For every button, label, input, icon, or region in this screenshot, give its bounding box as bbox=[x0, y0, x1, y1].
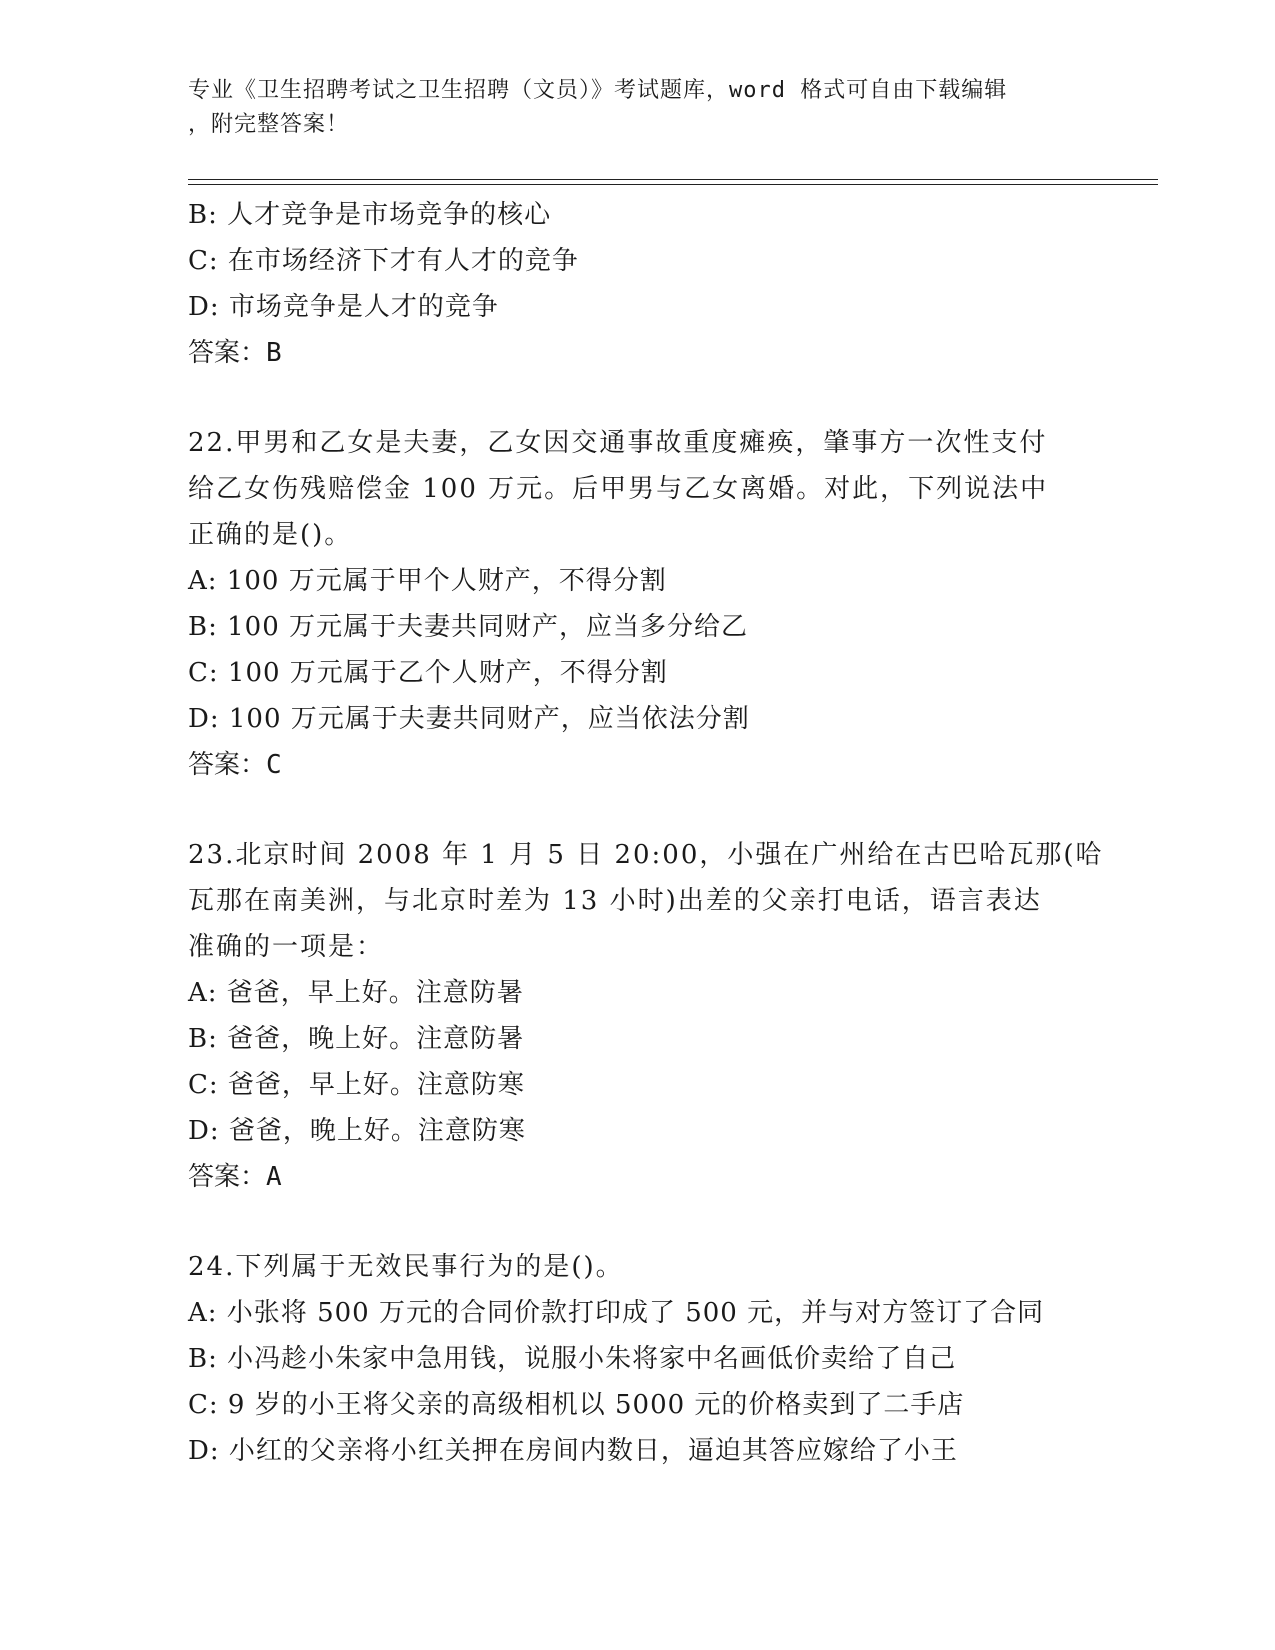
option-a: A: 爸爸，早上好。注意防暑 bbox=[188, 978, 524, 1008]
answer-value: B bbox=[266, 338, 282, 368]
header-line-2: ，附完整答案！ bbox=[188, 112, 350, 137]
question-text bbox=[188, 1244, 1088, 1290]
question-text-line: 24.下列属于无效民事行为的是()。 bbox=[188, 1252, 624, 1282]
option-b: B: 爸爸，晚上好。注意防暑 bbox=[188, 1024, 525, 1054]
option-a: A: 小张将 500 万元的合同价款打印成了 500 元，并与对方签订了合同 bbox=[188, 1298, 1045, 1328]
answer bbox=[188, 742, 1088, 788]
question-text-line: 给乙女伤残赔偿金 100 万元。后甲男与乙女离婚。对此，下列说法中 bbox=[188, 474, 1049, 504]
option-c: C: 100 万元属于乙个人财产，不得分割 bbox=[188, 658, 668, 688]
answer bbox=[188, 330, 1088, 376]
option-c: C: 9 岁的小王将父亲的高级相机以 5000 元的价格卖到了二手店 bbox=[188, 1390, 965, 1420]
document-header bbox=[188, 74, 1078, 142]
answer-value: A bbox=[266, 1162, 282, 1192]
option-b: B: 100 万元属于夫妻共同财产，应当多分给乙 bbox=[188, 612, 749, 642]
question-text bbox=[188, 832, 1104, 970]
option-b: B: 人才竞争是市场竞争的核心 bbox=[188, 200, 552, 230]
option-d: D: 小红的父亲将小红关押在房间内数日，逼迫其答应嫁给了小王 bbox=[188, 1436, 958, 1466]
question-list bbox=[188, 192, 1104, 1474]
question-24 bbox=[188, 1244, 1088, 1474]
question-23 bbox=[188, 832, 1104, 1200]
question-text-line: 23.北京时间 2008 年 1 月 5 日 20:00，小强在广州给在古巴哈瓦那(哈 bbox=[188, 840, 1104, 870]
option-d: D: 爸爸，晚上好。注意防寒 bbox=[188, 1116, 526, 1146]
header-divider-bottom bbox=[188, 184, 1158, 185]
answer bbox=[188, 1154, 1088, 1200]
question-21 bbox=[188, 192, 1088, 376]
question-text-line: 正确的是()。 bbox=[188, 520, 353, 550]
question-text bbox=[188, 420, 1088, 558]
question-text-line: 22.甲男和乙女是夫妻，乙女因交通事故重度瘫痪，肇事方一次性支付 bbox=[188, 428, 1048, 458]
answer-value: C bbox=[266, 750, 282, 780]
option-c: C: 爸爸，早上好。注意防寒 bbox=[188, 1070, 525, 1100]
answer-label: 答案： bbox=[188, 338, 267, 368]
option-b: B: 小冯趁小朱家中急用钱，说服小朱将家中名画低价卖给了自己 bbox=[188, 1344, 957, 1374]
header-divider-top bbox=[188, 179, 1158, 180]
option-c: C: 在市场经济下才有人才的竞争 bbox=[188, 246, 579, 276]
question-text-line: 瓦那在南美洲，与北京时差为 13 小时)出差的父亲打电话，语言表达 bbox=[188, 886, 1042, 916]
option-a: A: 100 万元属于甲个人财产，不得分割 bbox=[188, 566, 667, 596]
question-22 bbox=[188, 420, 1088, 788]
option-d: D: 市场竞争是人才的竞争 bbox=[188, 292, 499, 322]
answer-label: 答案： bbox=[188, 750, 267, 780]
option-d: D: 100 万元属于夫妻共同财产，应当依法分割 bbox=[188, 704, 750, 734]
header-line-1: 专业《卫生招聘考试之卫生招聘（文员）》考试题库，word 格式可自由下载编辑 bbox=[188, 78, 1008, 103]
answer-label: 答案： bbox=[188, 1162, 267, 1192]
question-text-line: 准确的一项是： bbox=[188, 932, 385, 962]
